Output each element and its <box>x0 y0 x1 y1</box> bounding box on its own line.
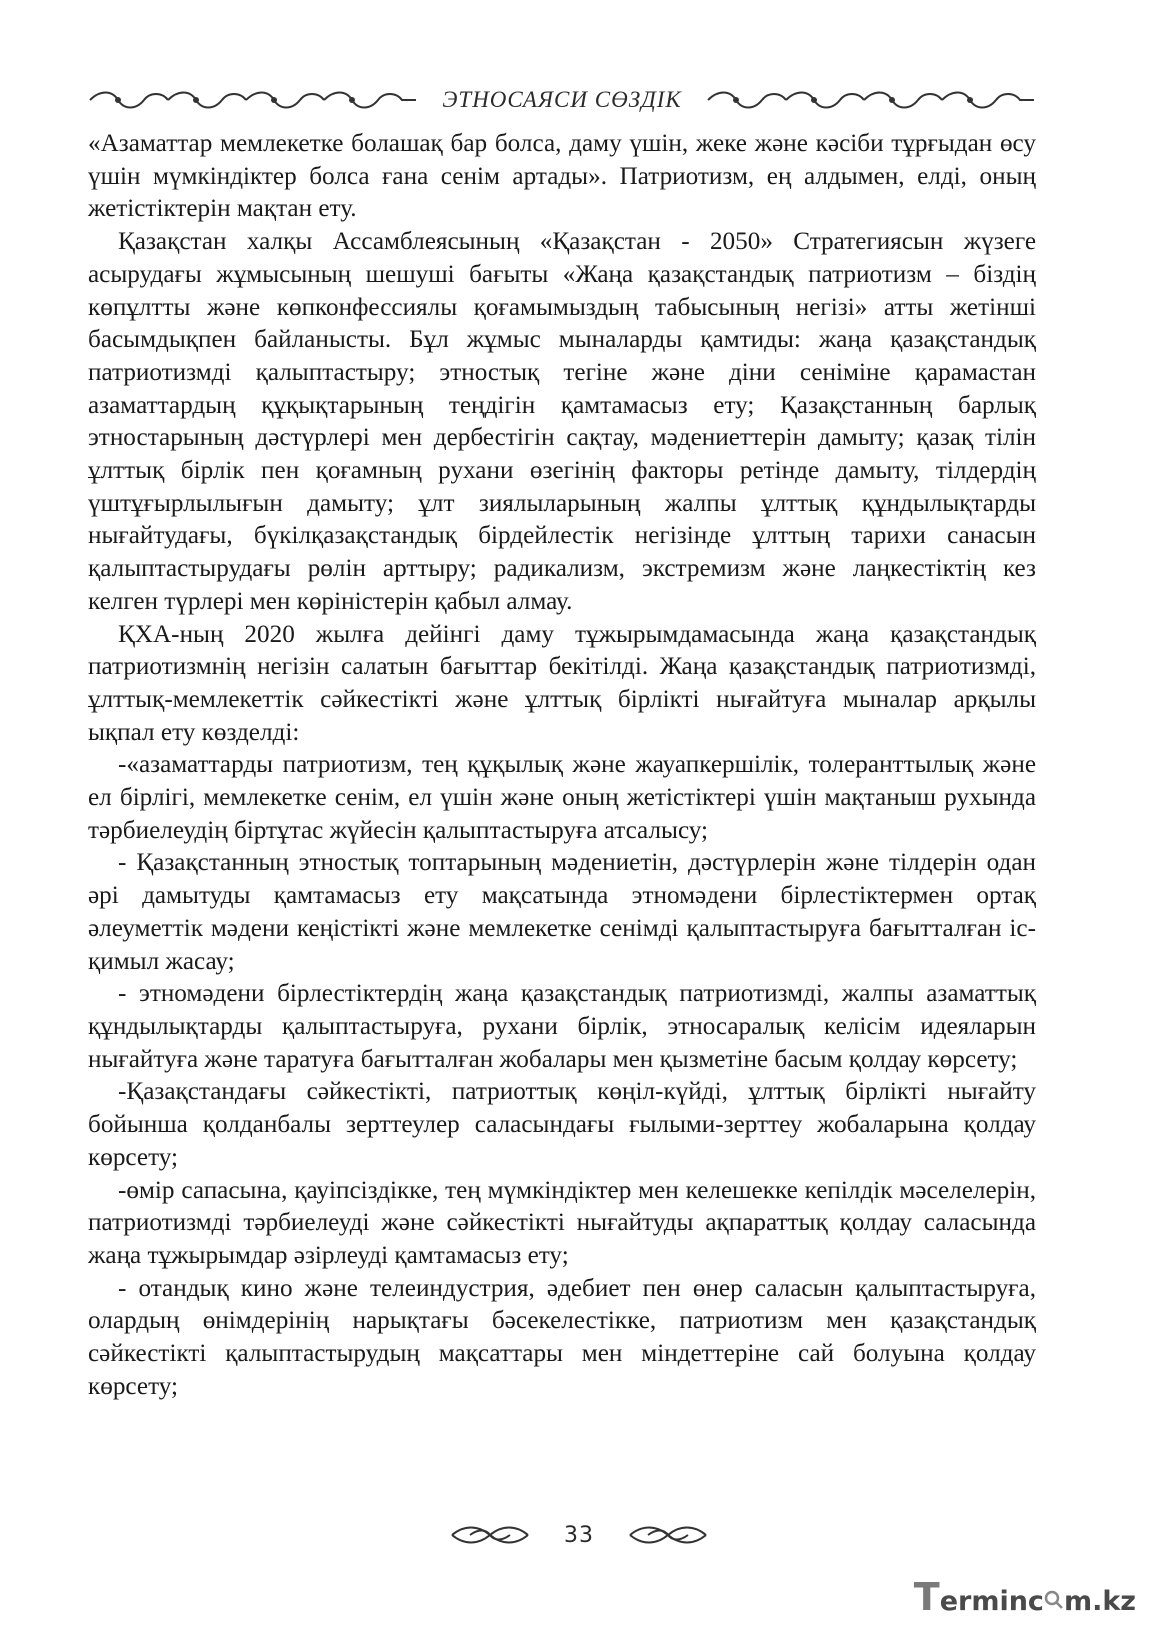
body-text <box>88 128 1036 1403</box>
paragraph-strategy: Қазақстан халқы Ассамблеясының «Қазақстан - 2050» Стратегиясын жүзеге асырудағы жұмысының шешуші бағыты «Жаңа қазақстандық патриотизм – біздің көпұлтты және көпконфессиялы қоғамымыздың табысының негізі» атты жетінші басымдықпен байланысты. Бұл жұмыс мыналарды қамтиды: жаңа қазақстандық патриотизмді қалыптастыру; этностық тегіне және діни сеніміне қарамастан азаматтардың құқықтарының теңдігін қамтамасыз ету; Қазақстанның барлық этностарының дәстүрлері мен дербестігін сақтау, мәдениеттерін дамыту; қазақ тілін ұлттық бірлік пен қоғамның рухани өзегінің факторы ретінде дамыту, тілдердің үштұғырлылығын дамыту; ұлт зиялыларының жалпы ұлттық құндылықтарды нығайтудағы, бүкілқазақстандық бірдейлестік негізінде ұлттың тарихи санасын қалыптастырудағы рөлін арттыру; радикализм, экстремизм және лаңкестіктің кез келген түрлері мен көріністерін қабыл алмау. <box>88 228 1036 615</box>
paragraph-concept: ҚХА-ның 2020 жылға дейінгі даму тұжырымдамасында жаңа қазақстандық патриотизмнің негізін салатын бағыттар бекітілді. Жаңа қазақстандық патриотизмді, ұлттық-мемлекеттік сәйкестікті және ұлттық бірлікті нығайтуға мыналар арқылы ықпал ету көзделді: <box>88 620 1036 746</box>
list-item: -Қазақстандағы сәйкестікті, патриоттық көңіл-күйді, ұлттық бірлікті нығайту бойынша қолданбалы зерттеулер саласындағы ғылыми-зерттеу жобаларына қолдау көрсету; <box>88 1078 1036 1171</box>
list-item: - отандық кино және телеиндустрия, әдебиет пен өнер саласын қалыптастыруға, олардың өнімдерінің нарықтағы бәсекелестікке, патриотизм мен қазақстандық сәйкестікті қалыптастырудың мақсаттары мен міндеттеріне сай болуына қолдау көрсету; <box>88 1274 1036 1400</box>
left-flourish-icon <box>450 1523 530 1547</box>
ornamental-scroll-band-right-icon <box>706 89 1036 111</box>
site-watermark <box>914 1575 1136 1619</box>
list-item: - Қазақстанның этностық топтарының мәдениетін, дәстүрлерін және тілдерін одан әрі дамытуды қамтамасыз ету мақсатында этномәдени бірлестіктермен ортақ әлеуметтік мәдени кеңістікті және мемлекетке сенімді қалыптастыруға бағытталған іс-қимыл жасау; <box>88 849 1036 975</box>
list-item: -«азаматтарды патриотизм, тең құқылық және жауапкершілік, толеранттылық және ел бірлігі, мемлекетке сенім, ел үшін және оның жетістіктері үшін мақтаныш рухында тәрбиелеудің біртұтас жүйесін қалыптастыруға атсалысу; <box>88 751 1036 844</box>
page-footer <box>0 1518 1158 1552</box>
magnifier-icon <box>1044 1590 1064 1610</box>
page-number: 33 <box>564 1522 594 1548</box>
watermark-text-a: erminc <box>939 1586 1044 1617</box>
watermark-letter: T <box>913 1575 940 1619</box>
running-title: ЭТНОСАЯСИ СӨЗДІК <box>442 87 682 112</box>
ornamental-scroll-band-left-icon <box>88 89 418 111</box>
list-item: - этномәдени бірлестіктердің жаңа қазақстандық патриотизмді, жалпы азаматтық құндылықтарды қалыптастыруға, рухани бірлік, этносаралық келісім идеяларын нығайтуға және таратуға бағытталған жобалары мен қызметіне басым қолдау көрсету; <box>88 980 1036 1073</box>
watermark-text-b: m.kz <box>1063 1586 1136 1617</box>
running-header <box>88 86 1036 114</box>
paragraph-quote: «Азаматтар мемлекетке болашақ бар болса, даму үшін, жеке және кәсіби тұрғыдан өсу үшін мүмкіндіктер болса ғана сенім артады». Патриотизм, ең алдымен, елді, оның жетістіктерін мақтан ету. <box>88 130 1036 223</box>
list-item: -өмір сапасына, қауіпсіздікке, тең мүмкіндіктер мен келешекке кепілдік мәселелерін, патриотизмді тәрбиелеуді және сәйкестікті нығайтуды ақпараттық қолдау саласында жаңа тұжырымдар әзірлеуді қамтамасыз ету; <box>88 1176 1036 1269</box>
right-flourish-icon <box>628 1523 708 1547</box>
